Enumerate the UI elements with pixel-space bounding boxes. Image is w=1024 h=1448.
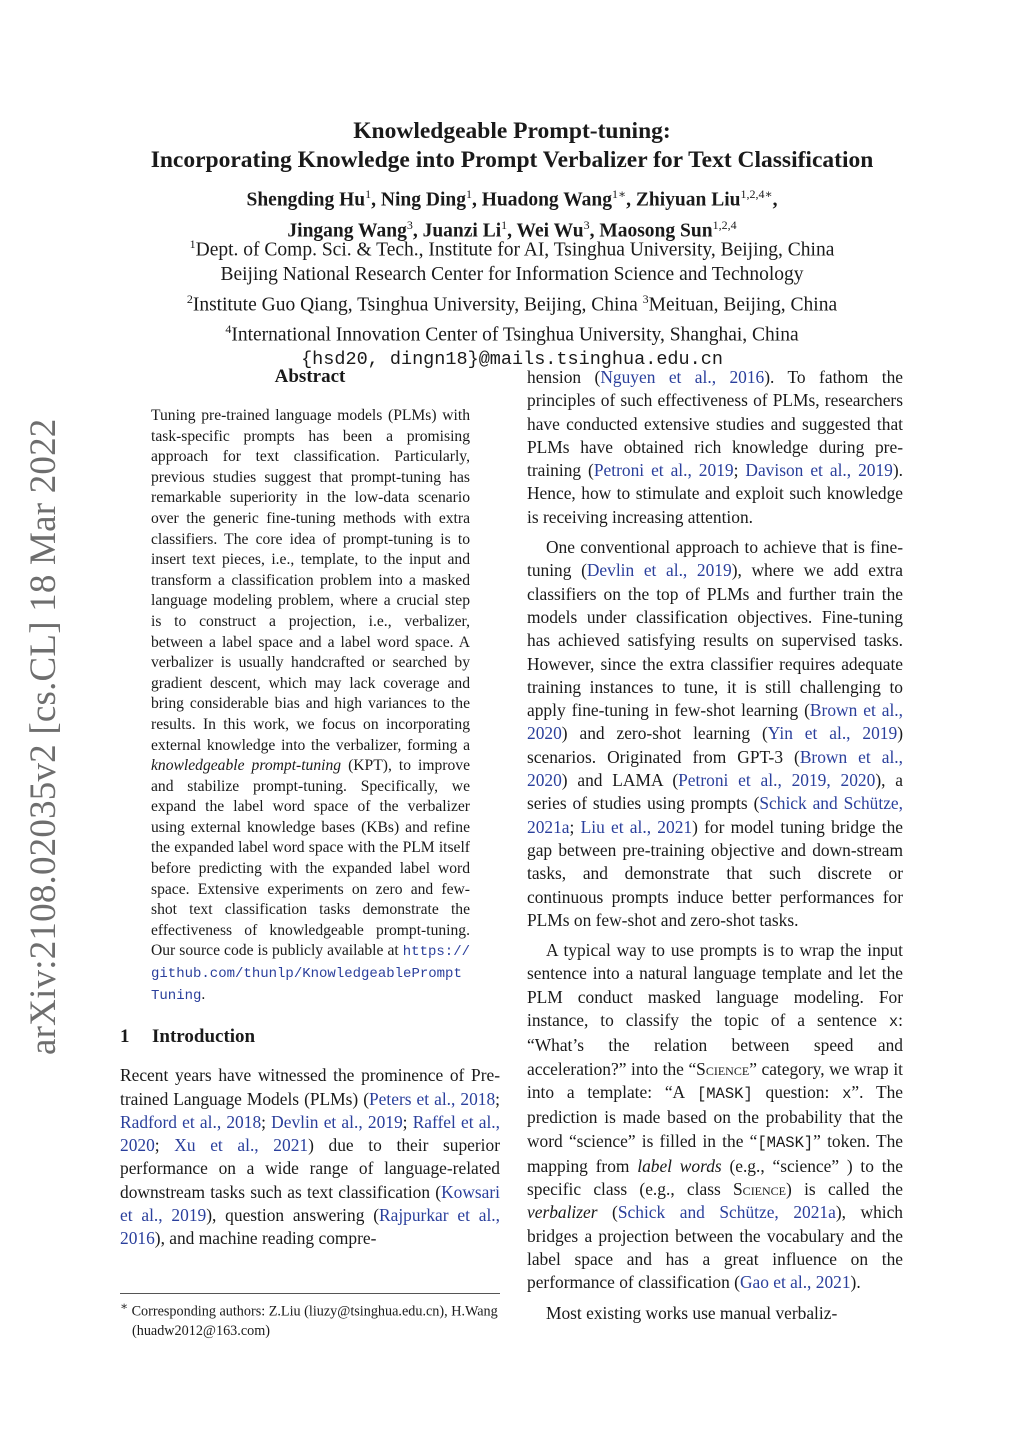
- text-run: (e.g., “science” ) to the specific class (e.g., class: [527, 1155, 903, 1200]
- text-run: hension (: [527, 367, 601, 387]
- citation-link[interactable]: Petroni et al., 2019, 2020: [678, 770, 876, 791]
- code-token: x: [842, 1084, 852, 1103]
- text-run: question:: [752, 1081, 843, 1102]
- paragraph-verbalizers: [527, 1302, 903, 1325]
- text-run: ;: [261, 1111, 272, 1132]
- affiliation-1: $^1$Dept. of Comp. Sci. & Tech., Institute for AI, Tsinghua University, Beijing, China: [189, 237, 835, 261]
- italic-term: verbalizer: [527, 1202, 598, 1223]
- author-name: Juanzi Li: [422, 220, 502, 241]
- text-run: ;: [154, 1135, 175, 1156]
- citation-link[interactable]: Gao et al., 2021: [739, 1272, 851, 1293]
- affiliations: [100, 232, 924, 372]
- text-run: ) and LAMA (: [561, 770, 679, 791]
- citation-link[interactable]: Schick and Schütze, 2021a: [617, 1202, 836, 1223]
- citation-link[interactable]: Petroni et al., 2019: [593, 460, 734, 481]
- citation-link[interactable]: Rajpurkar et al., 2016: [120, 1205, 500, 1249]
- text-run: ) scenarios. Originated from GPT-3 (: [527, 723, 903, 767]
- source-code-link[interactable]: https://github.com/thunlp/KnowledgeablePromptTuning: [151, 944, 470, 1004]
- paragraph-fine-tuning: [527, 536, 903, 932]
- code-token: [MASK]: [757, 1133, 814, 1152]
- text-run: (: [597, 1202, 618, 1223]
- citation-link[interactable]: Xu et al., 2021: [174, 1135, 309, 1156]
- text-run: ;: [569, 816, 581, 837]
- text-run: Most existing works use manual verbaliz-: [546, 1302, 838, 1323]
- intro-paragraph-1: [120, 1064, 500, 1250]
- author-name: Wei Wu: [516, 220, 584, 241]
- citation-link[interactable]: Peters et al., 2018: [369, 1088, 496, 1109]
- citation-link[interactable]: Schick and Schütze, 2021a: [527, 793, 903, 837]
- author-email: {hsd20, dingn18}@mails.tsinghua.edu.cn: [301, 348, 723, 370]
- author-name: Maosong Sun: [599, 220, 713, 241]
- text-run: : “What’s the relation between speed and acceleration?” into the “: [527, 1010, 903, 1079]
- citation-link[interactable]: Yin et al., 2019: [767, 723, 898, 744]
- citation-link[interactable]: Devlin et al., 2019: [271, 1111, 403, 1132]
- citation-link[interactable]: Devlin et al., 2019: [586, 560, 732, 581]
- text-run: ). Hence, how to stimulate and exploit such knowledge is receiving increasing attention.: [527, 460, 903, 527]
- text-run: ;: [495, 1088, 501, 1109]
- author-sup: 3: [406, 217, 413, 232]
- author-sup: 1,2,4: [712, 217, 737, 232]
- author-sup: 1: [365, 187, 372, 201]
- paragraph-prompts: [527, 939, 903, 1294]
- citation-link[interactable]: Brown et al., 2020: [527, 700, 903, 744]
- text-run: ), question answering (: [206, 1205, 380, 1225]
- arxiv-sidebar-stamp: arXiv:2108.02035v2 [cs.CL] 18 Mar 2022: [23, 418, 64, 1055]
- text-run: A typical way to use prompts is to wrap the input sentence into a natural language template and let the PLM conduct masked language modeling. For instance, to classify the topic of a sentence: [527, 940, 903, 1031]
- title-line-1: Knowledgeable Prompt-tuning:: [353, 118, 671, 144]
- affiliation-1b: Beijing National Research Center for Information Science and Technology: [220, 263, 804, 285]
- left-column: [120, 366, 500, 1251]
- paragraph-continuation: [527, 366, 903, 529]
- author-name: Ning Ding: [380, 189, 466, 211]
- citation-link[interactable]: Liu et al., 2021: [580, 816, 693, 837]
- author-sup: 1: [465, 187, 472, 201]
- paper-title: [100, 117, 924, 175]
- text-run: ”. The prediction is made based on the probability that the word “science” is filled in the “: [527, 1081, 903, 1151]
- section-heading-introduction: 1 Introduction: [120, 1026, 256, 1048]
- author-sup: 3: [583, 217, 590, 232]
- affiliation-2-3: $^2$Institute Guo Qiang, Tsinghua University, Beijing, China $^3$Meituan, Beijing, China: [186, 291, 838, 315]
- author-sup: 1∗: [611, 187, 627, 201]
- text-run: One conventional approach to achieve that is fine-tuning (: [527, 537, 903, 581]
- author-sup: 1,2,4∗: [740, 187, 773, 201]
- author-name: Zhiyuan Liu: [635, 189, 741, 211]
- text-run: ;: [733, 460, 746, 481]
- citation-link[interactable]: Kowsari et al., 2019: [120, 1181, 500, 1225]
- text-run: ) for model tuning bridge the gap between pre-training objective and down-stream tasks, and demonstrate that such discrete or continuous prompts induce better performances for PLMs on few-shot and zero-shot tasks.: [527, 816, 903, 930]
- text-run: Recent years have witnessed the prominence of Pre-trained Language Models (PLMs) (: [120, 1065, 500, 1109]
- text-run: ), where we add extra classifiers on the top of PLMs and further train the models under classification objectives. Fine-tuning has achieved satisfying results on supervised tasks. However, since the extra classifier requires adequate training instances to tune, it is still challenging to apply fine-tuning in few-shot learning (: [527, 560, 904, 721]
- text-run: ) is called the: [786, 1179, 903, 1200]
- text-run: ), which bridges a projection between the vocabulary and the label space and has a great influence on the performance of classification (: [527, 1202, 904, 1293]
- author-line-2: Jingang Wang$^3$, Juanzi Li$^1$, Wei Wu$^3$, Maosong Sun$^{1,2,4}$: [287, 217, 737, 241]
- citation-link[interactable]: Radford et al., 2018: [120, 1111, 262, 1132]
- text-run: ) due to their superior performance on a wide range of language-related downstream tasks such as text classification (: [120, 1135, 501, 1202]
- title-line-2: Incorporating Knowledge into Prompt Verbalizer for Text Classification: [150, 147, 874, 173]
- author-sup: 1: [501, 217, 508, 232]
- author-line-1: Shengding Hu$^1$, Ning Ding$^1$, Huadong Wang$^{1∗}$, Zhiyuan Liu$^{1,2,4∗}$,: [246, 187, 778, 211]
- small-caps-term: Science: [733, 1179, 787, 1200]
- text-run: ), and machine reading compre-: [154, 1228, 377, 1249]
- citation-link[interactable]: Davison et al., 2019: [745, 460, 893, 481]
- code-token: x: [888, 1013, 899, 1032]
- citation-link[interactable]: Raffel et al., 2020: [120, 1111, 501, 1156]
- text-run: ). To fathom the principles of such effectiveness of PLMs, researchers have conducted extensive studies and suggested that PLMs have obtained rich knowledge during pre-training (: [527, 367, 903, 481]
- author-name: Jingang Wang: [287, 220, 407, 241]
- author-name: Shengding Hu: [246, 189, 366, 211]
- author-name: Huadong Wang: [481, 189, 612, 211]
- text-run: ;: [402, 1111, 413, 1132]
- abstract-body: Tuning pre-trained language models (PLMs) with task-specific prompts has been a promising approach for text classification. Particularly, previous studies suggest that prompt-tuning has remarkable superiority in the low-data scenario over the generic fine-tuning methods with extra classifiers. The core idea of prompt-tuning is to insert text pieces, i.e., template, to the input and transform a classification problem into a masked language modeling problem, where a crucial step is to construct a projection, i.e., verbalizer, between a label space and a label word space. A verbalizer is usually handcrafted or searched by gradient descent, which may lack coverage and bring considerable bias and high variances to the results. In this work, we focus on incorporating external knowledge into the verbalizer, forming a knowledgeable prompt-tuning (KPT), to improve and stabilize prompt-tuning. Specifically, we expand the label word space of the verbalizer using external knowledge bases (KBs) and refine the expanded label word space with the PLM itself before predicting with the expanded label word space. Extensive experiments on zero and few-shot text classification tasks demonstrate the effectiveness of knowledgeable prompt-tuning. Our source code is publicly available at https://github.com/thunlp/KnowledgeablePromptTuning.: [151, 407, 470, 1004]
- citation-link[interactable]: Brown et al., 2020: [527, 746, 903, 791]
- small-caps-term: Science: [696, 1058, 750, 1079]
- code-token: [MASK]: [696, 1084, 753, 1103]
- citation-link[interactable]: Nguyen et al., 2016: [600, 367, 765, 387]
- footnote: ∗ Corresponding authors: Z.Liu (liuzy@tsinghua.edu.cn), H.Wang (huadw2012@163.com): [120, 1293, 500, 1341]
- text-run: ” token. The mapping from: [527, 1130, 903, 1176]
- italic-term: label words: [637, 1155, 722, 1176]
- text-run: ) and zero-shot learning (: [561, 723, 768, 744]
- right-column: [527, 366, 903, 1325]
- text-run: ” category, we wrap it into a template: “A: [527, 1058, 903, 1102]
- text-run: ).: [850, 1272, 861, 1293]
- abstract-heading: Abstract: [274, 366, 346, 387]
- affiliation-4: $^4$International Innovation Center of Tsinghua University, Shanghai, China: [225, 322, 799, 346]
- text-run: ), a series of studies using prompts (: [527, 770, 903, 814]
